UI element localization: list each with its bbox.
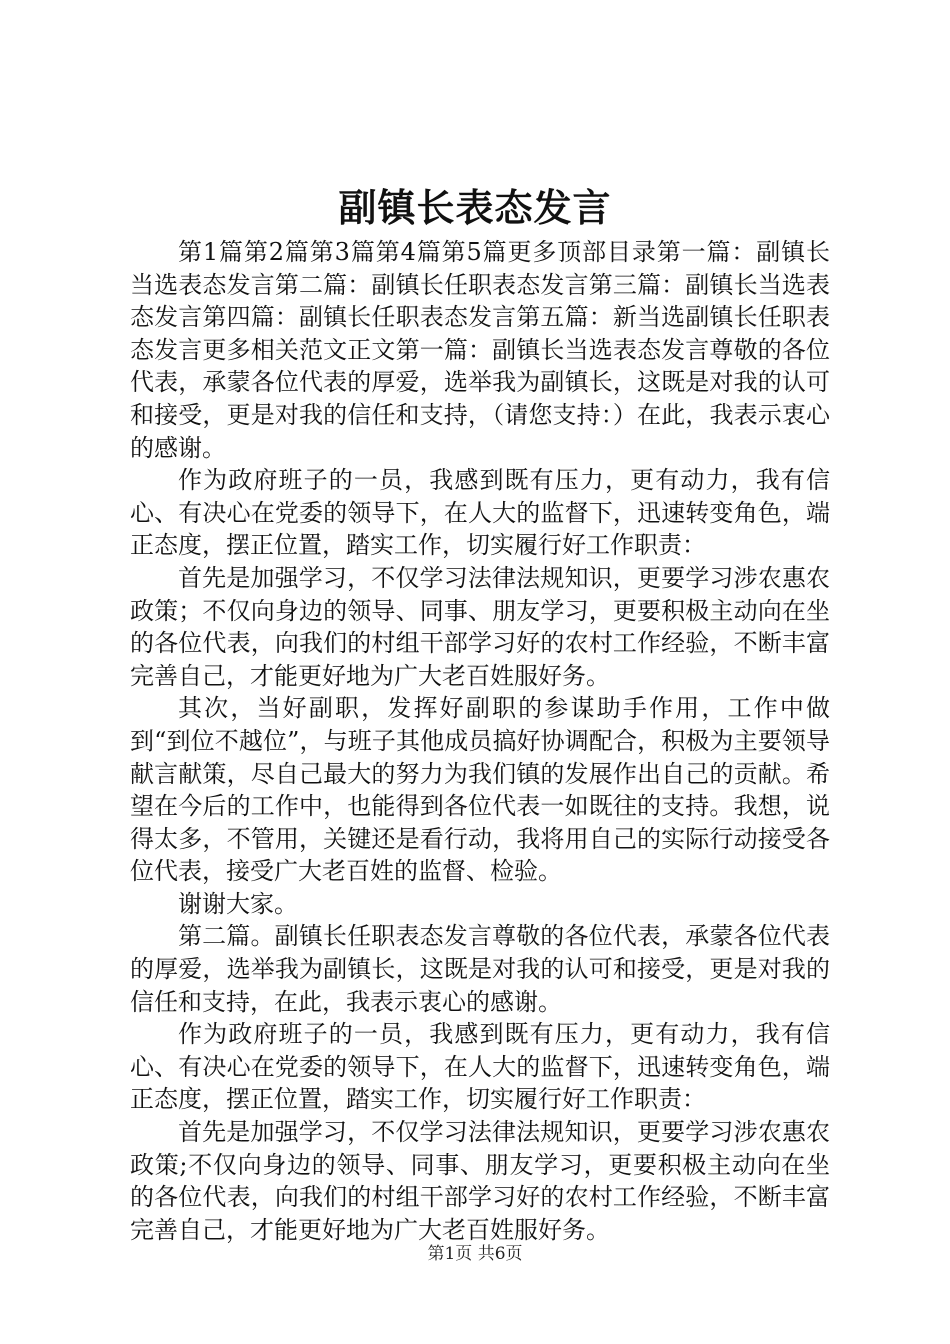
document-title: 副镇长表态发言 <box>338 185 612 230</box>
paragraph: 首先是加强学习，不仅学习法律法规知识，更要学习涉农惠农政策；不仅向身边的领导、同事、朋友学习，更要积极主动向在坐的各位代表，向我们的村组干部学习好的农村工作经验，不断丰富完善自己，才能更好地为广大老百姓服好务。 <box>130 563 830 690</box>
paragraph: 谢谢大家。 <box>178 889 298 918</box>
paragraph: 第二篇。副镇长任职表态发言尊敬的各位代表，承蒙各位代表的厚爱，选举我为副镇长，这既是对我的认可和接受，更是对我的信任和支持，在此，我表示衷心的感谢。 <box>130 922 830 1016</box>
paragraph: 作为政府班子的一员，我感到既有压力，更有动力，我有信心、有决心在党委的领导下，在人大的监督下，迅速转变角色，端正态度，摆正位置，踏实工作，切实履行好工作职责： <box>130 1020 830 1114</box>
paragraph: 第1篇第2篇第3篇第4篇第5篇更多顶部目录第一篇：副镇长当选表态发言第二篇：副镇长任职表态发言第三篇：副镇长当选表态发言第四篇：副镇长任职表态发言第五篇：新当选副镇长任职表态发言更多相关范文正文第一篇：副镇长当选表态发言尊敬的各位代表，承蒙各位代表的厚爱，选举我为副镇长，这既是对我的认可和接受，更是对我的信任和支持，（请您支持：）在此，我表示衷心的感谢。 <box>130 238 830 462</box>
paragraph: 作为政府班子的一员，我感到既有压力，更有动力，我有信心、有决心在党委的领导下，在人大的监督下，迅速转变角色，端正态度，摆正位置，踏实工作，切实履行好工作职责： <box>130 466 830 560</box>
paragraph: 首先是加强学习，不仅学习法律法规知识，更要学习涉农惠农政策;不仅向身边的领导、同事、朋友学习，更要积极主动向在坐的各位代表，向我们的村组干部学习好的农村工作经验，不断丰富完善自己，才能更好地为广大老百姓服好务。 <box>130 1118 830 1244</box>
page-number-footer: 第1页 共6页 <box>427 1244 523 1264</box>
document-body <box>130 236 830 1246</box>
paragraph: 其次，当好副职，发挥好副职的参谋助手作用，工作中做到“到位不越位”，与班子其他成员搞好协调配合，积极为主要领导献言献策，尽自己最大的努力为我们镇的发展作出自己的贡献。希望在今后的工作中，也能得到各位代表一如既往的支持。我想，说得太多，不管用，关键还是看行动，我将用自己的实际行动接受各位代表，接受广大老百姓的监督、检验。 <box>130 694 830 886</box>
